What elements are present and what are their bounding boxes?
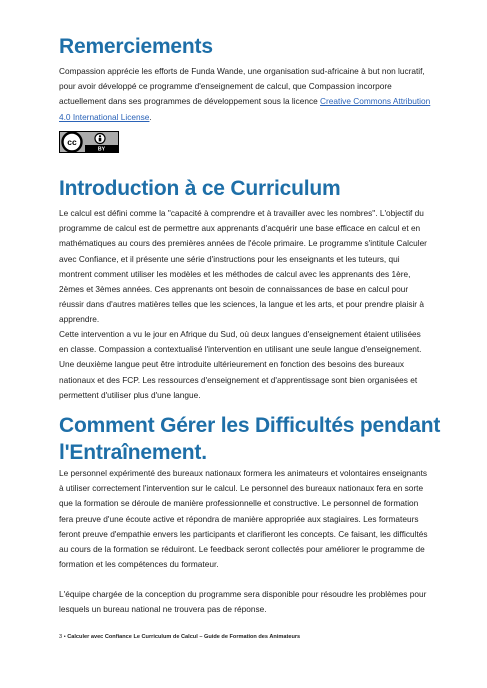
heading-difficultes-line2: l'Entraînement. bbox=[59, 441, 207, 464]
license-link[interactable]: Creative Commons Attribution 4.0 International License bbox=[59, 96, 431, 122]
paragraph-intro-2: Cette intervention a vu le jour en Afrique du Sud, où deux langues d'enseignement étaient utilisées en classe. Compassion a contextualisé l'intervention en utilisant une seule langue d'enseignement. Une deuxième langue peut être introduite ultérieurement en fonction des besoins des bureaux nationaux et des FCP. Les ressources d'enseignement et d'apprentissage sont bien organisées et permettent d'utiliser plus d'une langue. bbox=[59, 329, 422, 400]
remerciements-end: . bbox=[149, 111, 152, 122]
footer-separator: • bbox=[63, 634, 66, 640]
heading-introduction: Introduction à ce Curriculum bbox=[59, 177, 341, 200]
remerciements-text: Compassion apprécie les efforts de Funda Wande, une organisation sud-africaine à but non lucratif, pour avoir développé ce programme d'enseignement de calcul, que Compassion incorpore actuellement dans ses programmes de développement sous la licence bbox=[59, 66, 425, 107]
page-footer bbox=[59, 634, 300, 640]
paragraph-difficultes-1: Le personnel expérimenté des bureaux nationaux formera les animateurs et volontaires enseignants à utiliser correctement l'intervention sur le calcul. Le personnel des bureaux nationaux fera en sorte que la formation se déroule de manière professionnelle et constructive. Le personnel de formation fera preuve d'une écoute active et répondra de manière appropriée aux stagiaires. Les formateurs feront preuve d'empathie envers les participants et clarifieront les concepts. Ce faisant, les difficultés au cours de la formation se réduiront. Le feedback seront collectés pour améliorer le programme de formation et les compétences du formateur. bbox=[59, 468, 428, 570]
heading-remerciements: Remerciements bbox=[59, 35, 213, 58]
paragraph-remerciements bbox=[59, 64, 431, 125]
paragraph-difficultes-2: L'équipe chargée de la conception du programme sera disponible pour résoudre les problèmes pour lesquels un bureau national ne trouvera pas de réponse. bbox=[59, 589, 427, 615]
heading-difficultes-line1: Comment Gérer les Difficultés pendant bbox=[59, 414, 441, 437]
page-number: 3 bbox=[59, 634, 63, 640]
paragraph-intro-1: Le calcul est défini comme la "capacité à comprendre et à travailler avec les nombres". L'objectif du programme de calcul est de permettre aux apprenants d'acquérir une base efficace en calcul et en mathématiques au cours des premières années de l'école primaire. Le programme s'intitule Calculer avec Confiance, et il présente une série d'instructions pour les enseignants et les tuteurs, qui montrent comment utiliser les modèles et les méthodes de calcul avec les apprenants des 1ère, 2èmes et 3èmes années. Ces apprenants ont besoin de connaissances de base en calcul pour réussir dans d'autres matières telles que les sciences, la langue et les arts, et pour prendre plaisir à apprendre. bbox=[59, 208, 427, 325]
footer-title: Calculer avec Confiance Le Curriculum de Calcul – Guide de Formation des Animateurs bbox=[67, 634, 301, 640]
by-label: BY bbox=[97, 146, 106, 153]
heading-difficultes bbox=[59, 412, 440, 466]
cc-label: cc bbox=[67, 137, 77, 147]
cc-by-license-icon bbox=[59, 131, 119, 153]
